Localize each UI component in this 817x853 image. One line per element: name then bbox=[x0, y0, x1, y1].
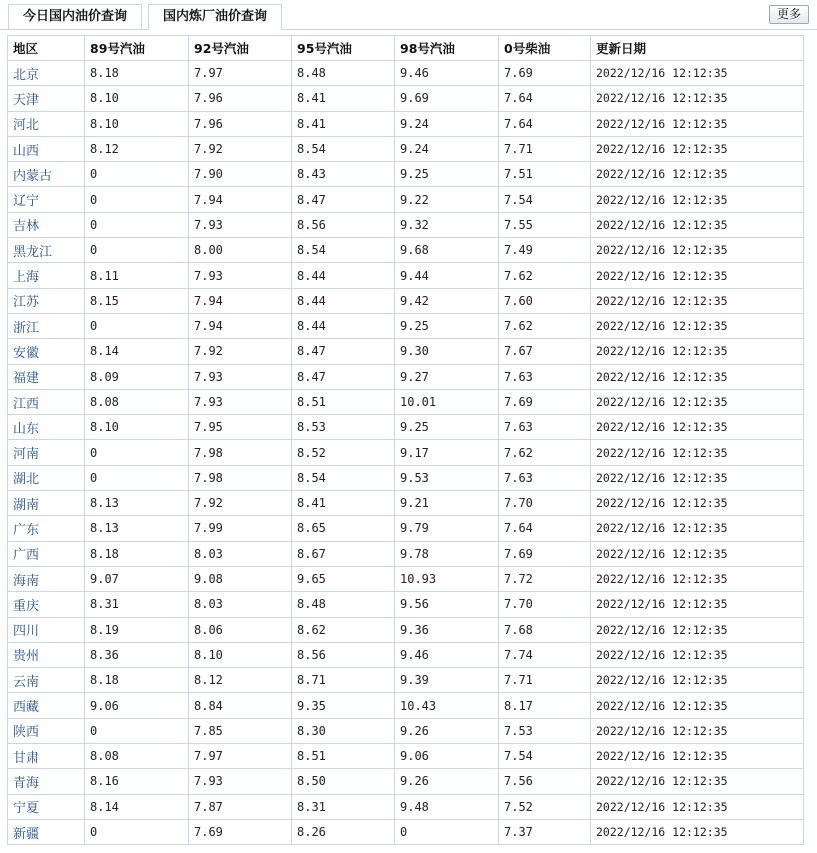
price-95-cell: 8.26 bbox=[292, 819, 395, 844]
price-98-cell: 9.39 bbox=[395, 668, 499, 693]
price-92-cell: 7.94 bbox=[189, 313, 292, 338]
price-95-cell: 8.47 bbox=[292, 364, 395, 389]
price-89-cell: 0 bbox=[85, 162, 189, 187]
price-98-cell: 9.21 bbox=[395, 491, 499, 516]
update-date-cell: 2022/12/16 12:12:35 bbox=[591, 238, 804, 263]
price-98-cell: 9.42 bbox=[395, 288, 499, 313]
table-row bbox=[8, 617, 804, 642]
price-diesel-0-cell: 8.17 bbox=[499, 693, 591, 718]
price-92-cell: 7.98 bbox=[189, 440, 292, 465]
price-92-cell: 8.03 bbox=[189, 541, 292, 566]
price-92-cell: 7.99 bbox=[189, 516, 292, 541]
price-diesel-0-cell: 7.62 bbox=[499, 263, 591, 288]
price-89-cell: 8.08 bbox=[85, 744, 189, 769]
price-92-cell: 8.06 bbox=[189, 617, 292, 642]
region-cell[interactable]: 海南 bbox=[8, 566, 85, 591]
region-cell[interactable]: 四川 bbox=[8, 617, 85, 642]
update-date-cell: 2022/12/16 12:12:35 bbox=[591, 440, 804, 465]
price-95-cell: 8.54 bbox=[292, 238, 395, 263]
price-diesel-0-cell: 7.70 bbox=[499, 491, 591, 516]
region-cell[interactable]: 陕西 bbox=[8, 718, 85, 743]
price-diesel-0-cell: 7.63 bbox=[499, 465, 591, 490]
column-header-region: 地区 bbox=[8, 36, 85, 61]
price-89-cell: 0 bbox=[85, 718, 189, 743]
price-89-cell: 8.13 bbox=[85, 516, 189, 541]
table-row bbox=[8, 668, 804, 693]
price-92-cell: 7.69 bbox=[189, 819, 292, 844]
region-cell[interactable]: 湖南 bbox=[8, 491, 85, 516]
price-89-cell: 0 bbox=[85, 440, 189, 465]
price-89-cell: 9.06 bbox=[85, 693, 189, 718]
update-date-cell: 2022/12/16 12:12:35 bbox=[591, 819, 804, 844]
price-diesel-0-cell: 7.54 bbox=[499, 744, 591, 769]
price-95-cell: 8.51 bbox=[292, 744, 395, 769]
price-89-cell: 9.07 bbox=[85, 566, 189, 591]
price-92-cell: 7.90 bbox=[189, 162, 292, 187]
region-cell[interactable]: 山东 bbox=[8, 415, 85, 440]
region-cell[interactable]: 广东 bbox=[8, 516, 85, 541]
price-89-cell: 8.08 bbox=[85, 389, 189, 414]
price-92-cell: 7.92 bbox=[189, 491, 292, 516]
table-row bbox=[8, 592, 804, 617]
region-cell[interactable]: 吉林 bbox=[8, 212, 85, 237]
table-row bbox=[8, 642, 804, 667]
price-95-cell: 9.35 bbox=[292, 693, 395, 718]
table-row bbox=[8, 744, 804, 769]
price-98-cell: 9.56 bbox=[395, 592, 499, 617]
price-95-cell: 8.41 bbox=[292, 491, 395, 516]
table-row bbox=[8, 718, 804, 743]
price-95-cell: 8.47 bbox=[292, 187, 395, 212]
price-92-cell: 7.85 bbox=[189, 718, 292, 743]
price-89-cell: 8.13 bbox=[85, 491, 189, 516]
update-date-cell: 2022/12/16 12:12:35 bbox=[591, 136, 804, 161]
price-92-cell: 7.93 bbox=[189, 212, 292, 237]
region-cell[interactable]: 河南 bbox=[8, 440, 85, 465]
oil-price-table bbox=[7, 35, 804, 845]
price-diesel-0-cell: 7.69 bbox=[499, 541, 591, 566]
price-92-cell: 7.96 bbox=[189, 86, 292, 111]
price-89-cell: 8.10 bbox=[85, 415, 189, 440]
more-button[interactable]: 更多 bbox=[769, 5, 809, 24]
price-95-cell: 9.65 bbox=[292, 566, 395, 591]
price-98-cell: 9.26 bbox=[395, 769, 499, 794]
price-98-cell: 9.78 bbox=[395, 541, 499, 566]
table-row bbox=[8, 389, 804, 414]
update-date-cell: 2022/12/16 12:12:35 bbox=[591, 566, 804, 591]
price-95-cell: 8.56 bbox=[292, 642, 395, 667]
update-date-cell: 2022/12/16 12:12:35 bbox=[591, 415, 804, 440]
column-header-95-gasoline: 95号汽油 bbox=[292, 36, 395, 61]
table-row bbox=[8, 491, 804, 516]
price-diesel-0-cell: 7.54 bbox=[499, 187, 591, 212]
price-diesel-0-cell: 7.51 bbox=[499, 162, 591, 187]
price-98-cell: 9.24 bbox=[395, 136, 499, 161]
price-98-cell: 9.32 bbox=[395, 212, 499, 237]
price-diesel-0-cell: 7.72 bbox=[499, 566, 591, 591]
region-cell[interactable]: 山西 bbox=[8, 136, 85, 161]
price-89-cell: 8.36 bbox=[85, 642, 189, 667]
price-diesel-0-cell: 7.53 bbox=[499, 718, 591, 743]
update-date-cell: 2022/12/16 12:12:35 bbox=[591, 61, 804, 86]
price-diesel-0-cell: 7.68 bbox=[499, 617, 591, 642]
price-89-cell: 0 bbox=[85, 819, 189, 844]
price-diesel-0-cell: 7.74 bbox=[499, 642, 591, 667]
price-89-cell: 8.19 bbox=[85, 617, 189, 642]
region-cell[interactable]: 广西 bbox=[8, 541, 85, 566]
price-89-cell: 0 bbox=[85, 465, 189, 490]
price-95-cell: 8.44 bbox=[292, 288, 395, 313]
update-date-cell: 2022/12/16 12:12:35 bbox=[591, 744, 804, 769]
price-95-cell: 8.65 bbox=[292, 516, 395, 541]
table-row bbox=[8, 364, 804, 389]
table-row bbox=[8, 288, 804, 313]
update-date-cell: 2022/12/16 12:12:35 bbox=[591, 693, 804, 718]
price-diesel-0-cell: 7.69 bbox=[499, 61, 591, 86]
price-92-cell: 7.93 bbox=[189, 769, 292, 794]
price-diesel-0-cell: 7.55 bbox=[499, 212, 591, 237]
price-diesel-0-cell: 7.37 bbox=[499, 819, 591, 844]
price-98-cell: 9.27 bbox=[395, 364, 499, 389]
price-diesel-0-cell: 7.64 bbox=[499, 86, 591, 111]
column-header-0-diesel: 0号柴油 bbox=[499, 36, 591, 61]
price-92-cell: 7.93 bbox=[189, 263, 292, 288]
price-89-cell: 8.16 bbox=[85, 769, 189, 794]
region-cell[interactable]: 宁夏 bbox=[8, 794, 85, 819]
price-89-cell: 8.18 bbox=[85, 61, 189, 86]
update-date-cell: 2022/12/16 12:12:35 bbox=[591, 313, 804, 338]
price-92-cell: 7.93 bbox=[189, 389, 292, 414]
update-date-cell: 2022/12/16 12:12:35 bbox=[591, 592, 804, 617]
region-cell[interactable]: 重庆 bbox=[8, 592, 85, 617]
region-cell[interactable]: 新疆 bbox=[8, 819, 85, 844]
region-cell[interactable]: 辽宁 bbox=[8, 187, 85, 212]
update-date-cell: 2022/12/16 12:12:35 bbox=[591, 263, 804, 288]
price-diesel-0-cell: 7.63 bbox=[499, 415, 591, 440]
price-98-cell: 9.46 bbox=[395, 642, 499, 667]
price-98-cell: 9.25 bbox=[395, 313, 499, 338]
table-row bbox=[8, 769, 804, 794]
table-row bbox=[8, 86, 804, 111]
table-row bbox=[8, 541, 804, 566]
price-92-cell: 7.94 bbox=[189, 187, 292, 212]
price-92-cell: 7.94 bbox=[189, 288, 292, 313]
region-cell[interactable]: 内蒙古 bbox=[8, 162, 85, 187]
table-row bbox=[8, 212, 804, 237]
price-98-cell: 9.30 bbox=[395, 339, 499, 364]
update-date-cell: 2022/12/16 12:12:35 bbox=[591, 465, 804, 490]
table-row bbox=[8, 693, 804, 718]
column-header-92-gasoline: 92号汽油 bbox=[189, 36, 292, 61]
price-95-cell: 8.54 bbox=[292, 465, 395, 490]
price-89-cell: 8.18 bbox=[85, 668, 189, 693]
region-cell[interactable]: 甘肃 bbox=[8, 744, 85, 769]
price-98-cell: 9.25 bbox=[395, 162, 499, 187]
tab-today-domestic-oil-price[interactable]: 今日国内油价查询 bbox=[8, 4, 142, 29]
table-row bbox=[8, 313, 804, 338]
price-92-cell: 7.92 bbox=[189, 136, 292, 161]
price-98-cell: 9.17 bbox=[395, 440, 499, 465]
price-95-cell: 8.67 bbox=[292, 541, 395, 566]
price-89-cell: 8.10 bbox=[85, 111, 189, 136]
price-98-cell: 9.48 bbox=[395, 794, 499, 819]
price-89-cell: 0 bbox=[85, 238, 189, 263]
update-date-cell: 2022/12/16 12:12:35 bbox=[591, 769, 804, 794]
update-date-cell: 2022/12/16 12:12:35 bbox=[591, 389, 804, 414]
update-date-cell: 2022/12/16 12:12:35 bbox=[591, 212, 804, 237]
price-95-cell: 8.54 bbox=[292, 136, 395, 161]
table-row bbox=[8, 440, 804, 465]
price-diesel-0-cell: 7.63 bbox=[499, 364, 591, 389]
update-date-cell: 2022/12/16 12:12:35 bbox=[591, 491, 804, 516]
price-95-cell: 8.31 bbox=[292, 794, 395, 819]
table-row bbox=[8, 136, 804, 161]
update-date-cell: 2022/12/16 12:12:35 bbox=[591, 794, 804, 819]
update-date-cell: 2022/12/16 12:12:35 bbox=[591, 516, 804, 541]
price-98-cell: 9.44 bbox=[395, 263, 499, 288]
price-98-cell: 9.68 bbox=[395, 238, 499, 263]
price-diesel-0-cell: 7.67 bbox=[499, 339, 591, 364]
price-95-cell: 8.48 bbox=[292, 592, 395, 617]
price-98-cell: 9.22 bbox=[395, 187, 499, 212]
price-98-cell: 9.69 bbox=[395, 86, 499, 111]
price-diesel-0-cell: 7.56 bbox=[499, 769, 591, 794]
price-98-cell: 10.43 bbox=[395, 693, 499, 718]
region-cell[interactable]: 北京 bbox=[8, 61, 85, 86]
price-diesel-0-cell: 7.64 bbox=[499, 516, 591, 541]
price-95-cell: 8.30 bbox=[292, 718, 395, 743]
price-98-cell: 0 bbox=[395, 819, 499, 844]
price-89-cell: 8.18 bbox=[85, 541, 189, 566]
update-date-cell: 2022/12/16 12:12:35 bbox=[591, 668, 804, 693]
price-98-cell: 9.79 bbox=[395, 516, 499, 541]
price-89-cell: 8.14 bbox=[85, 339, 189, 364]
region-cell[interactable]: 浙江 bbox=[8, 313, 85, 338]
price-diesel-0-cell: 7.64 bbox=[499, 111, 591, 136]
region-cell[interactable]: 福建 bbox=[8, 364, 85, 389]
price-89-cell: 8.11 bbox=[85, 263, 189, 288]
column-header-update-date: 更新日期 bbox=[591, 36, 804, 61]
table-row bbox=[8, 162, 804, 187]
price-95-cell: 8.52 bbox=[292, 440, 395, 465]
table-row bbox=[8, 465, 804, 490]
region-cell[interactable]: 江西 bbox=[8, 389, 85, 414]
update-date-cell: 2022/12/16 12:12:35 bbox=[591, 162, 804, 187]
price-92-cell: 7.93 bbox=[189, 364, 292, 389]
update-date-cell: 2022/12/16 12:12:35 bbox=[591, 339, 804, 364]
price-95-cell: 8.56 bbox=[292, 212, 395, 237]
price-95-cell: 8.44 bbox=[292, 313, 395, 338]
price-98-cell: 9.46 bbox=[395, 61, 499, 86]
update-date-cell: 2022/12/16 12:12:35 bbox=[591, 642, 804, 667]
price-diesel-0-cell: 7.62 bbox=[499, 313, 591, 338]
update-date-cell: 2022/12/16 12:12:35 bbox=[591, 541, 804, 566]
update-date-cell: 2022/12/16 12:12:35 bbox=[591, 718, 804, 743]
price-98-cell: 9.06 bbox=[395, 744, 499, 769]
price-89-cell: 8.10 bbox=[85, 86, 189, 111]
price-92-cell: 7.97 bbox=[189, 61, 292, 86]
price-92-cell: 8.00 bbox=[189, 238, 292, 263]
price-92-cell: 8.84 bbox=[189, 693, 292, 718]
price-89-cell: 8.12 bbox=[85, 136, 189, 161]
price-92-cell: 7.96 bbox=[189, 111, 292, 136]
region-cell[interactable]: 河北 bbox=[8, 111, 85, 136]
update-date-cell: 2022/12/16 12:12:35 bbox=[591, 86, 804, 111]
price-92-cell: 7.97 bbox=[189, 744, 292, 769]
region-cell[interactable]: 江苏 bbox=[8, 288, 85, 313]
column-header-98-gasoline: 98号汽油 bbox=[395, 36, 499, 61]
price-95-cell: 8.62 bbox=[292, 617, 395, 642]
table-row bbox=[8, 819, 804, 844]
update-date-cell: 2022/12/16 12:12:35 bbox=[591, 111, 804, 136]
price-89-cell: 8.31 bbox=[85, 592, 189, 617]
region-cell[interactable]: 天津 bbox=[8, 86, 85, 111]
price-95-cell: 8.48 bbox=[292, 61, 395, 86]
price-98-cell: 10.01 bbox=[395, 389, 499, 414]
price-98-cell: 9.24 bbox=[395, 111, 499, 136]
price-95-cell: 8.43 bbox=[292, 162, 395, 187]
region-cell[interactable]: 黑龙江 bbox=[8, 238, 85, 263]
table-row bbox=[8, 187, 804, 212]
table-header-row bbox=[8, 36, 804, 61]
update-date-cell: 2022/12/16 12:12:35 bbox=[591, 364, 804, 389]
price-98-cell: 10.93 bbox=[395, 566, 499, 591]
price-89-cell: 8.15 bbox=[85, 288, 189, 313]
table-row bbox=[8, 516, 804, 541]
table-row bbox=[8, 794, 804, 819]
table-row bbox=[8, 111, 804, 136]
table-row bbox=[8, 263, 804, 288]
price-diesel-0-cell: 7.71 bbox=[499, 136, 591, 161]
price-diesel-0-cell: 7.70 bbox=[499, 592, 591, 617]
price-89-cell: 0 bbox=[85, 212, 189, 237]
price-diesel-0-cell: 7.62 bbox=[499, 440, 591, 465]
tab-bar bbox=[0, 0, 817, 30]
region-cell[interactable]: 云南 bbox=[8, 668, 85, 693]
price-98-cell: 9.36 bbox=[395, 617, 499, 642]
price-95-cell: 8.41 bbox=[292, 111, 395, 136]
table-row bbox=[8, 238, 804, 263]
price-diesel-0-cell: 7.52 bbox=[499, 794, 591, 819]
price-95-cell: 8.47 bbox=[292, 339, 395, 364]
price-92-cell: 8.03 bbox=[189, 592, 292, 617]
price-95-cell: 8.50 bbox=[292, 769, 395, 794]
price-diesel-0-cell: 7.60 bbox=[499, 288, 591, 313]
column-header-89-gasoline: 89号汽油 bbox=[85, 36, 189, 61]
price-89-cell: 0 bbox=[85, 313, 189, 338]
price-89-cell: 0 bbox=[85, 187, 189, 212]
region-cell[interactable]: 贵州 bbox=[8, 642, 85, 667]
price-95-cell: 8.53 bbox=[292, 415, 395, 440]
region-cell[interactable]: 安徽 bbox=[8, 339, 85, 364]
price-95-cell: 8.41 bbox=[292, 86, 395, 111]
price-92-cell: 7.98 bbox=[189, 465, 292, 490]
table-row bbox=[8, 415, 804, 440]
price-diesel-0-cell: 7.69 bbox=[499, 389, 591, 414]
price-98-cell: 9.26 bbox=[395, 718, 499, 743]
price-diesel-0-cell: 7.49 bbox=[499, 238, 591, 263]
table-body bbox=[8, 61, 804, 845]
table-row bbox=[8, 339, 804, 364]
region-cell[interactable]: 青海 bbox=[8, 769, 85, 794]
tab-bar-divider bbox=[0, 29, 817, 30]
price-92-cell: 9.08 bbox=[189, 566, 292, 591]
tab-domestic-refinery-oil-price[interactable]: 国内炼厂油价查询 bbox=[148, 4, 282, 30]
price-89-cell: 8.14 bbox=[85, 794, 189, 819]
update-date-cell: 2022/12/16 12:12:35 bbox=[591, 187, 804, 212]
price-92-cell: 8.10 bbox=[189, 642, 292, 667]
table-row bbox=[8, 566, 804, 591]
update-date-cell: 2022/12/16 12:12:35 bbox=[591, 617, 804, 642]
price-diesel-0-cell: 7.71 bbox=[499, 668, 591, 693]
price-92-cell: 8.12 bbox=[189, 668, 292, 693]
price-98-cell: 9.25 bbox=[395, 415, 499, 440]
region-cell[interactable]: 湖北 bbox=[8, 465, 85, 490]
region-cell[interactable]: 上海 bbox=[8, 263, 85, 288]
price-95-cell: 8.44 bbox=[292, 263, 395, 288]
update-date-cell: 2022/12/16 12:12:35 bbox=[591, 288, 804, 313]
price-92-cell: 7.87 bbox=[189, 794, 292, 819]
region-cell[interactable]: 西藏 bbox=[8, 693, 85, 718]
price-92-cell: 7.95 bbox=[189, 415, 292, 440]
price-95-cell: 8.71 bbox=[292, 668, 395, 693]
price-95-cell: 8.51 bbox=[292, 389, 395, 414]
price-89-cell: 8.09 bbox=[85, 364, 189, 389]
price-98-cell: 9.53 bbox=[395, 465, 499, 490]
price-92-cell: 7.92 bbox=[189, 339, 292, 364]
table-row bbox=[8, 61, 804, 86]
